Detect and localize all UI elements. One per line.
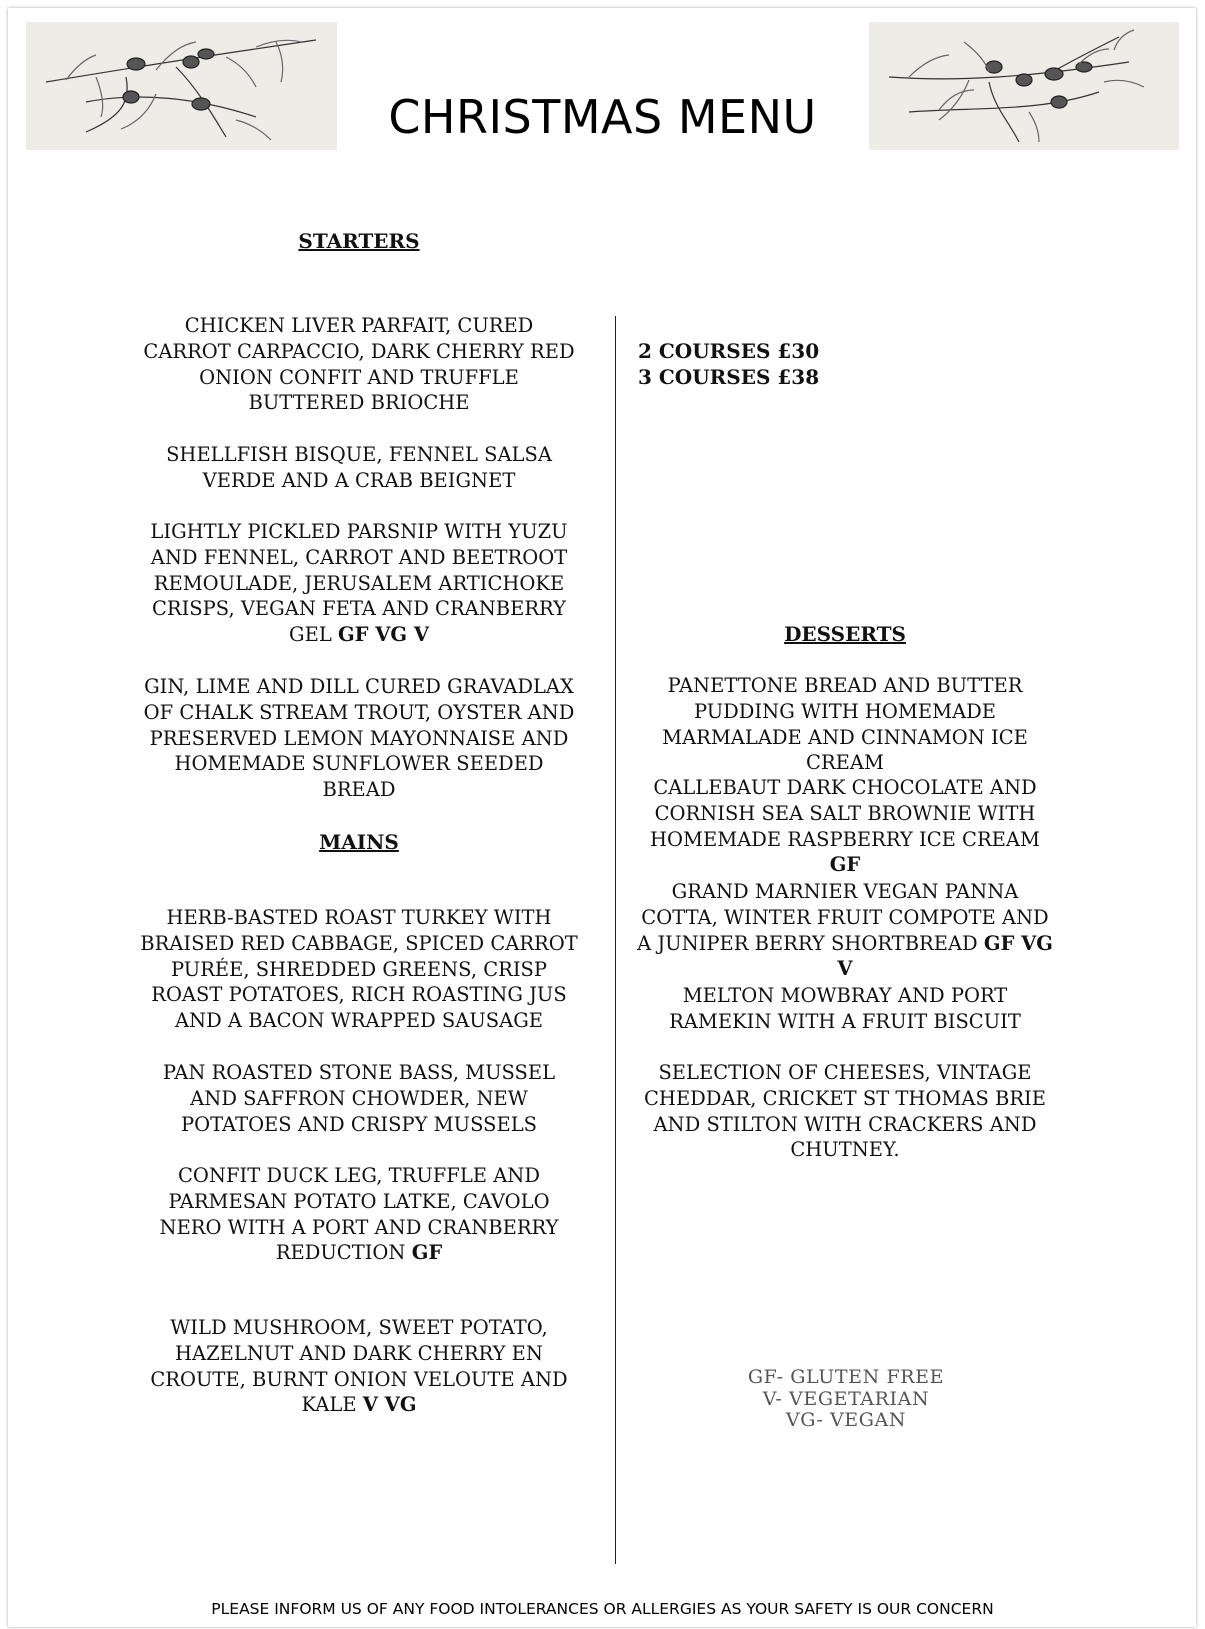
legend-gf: GF- GLUTEN FREE — [747, 1366, 945, 1388]
main-item — [140, 1060, 578, 1137]
legend-vg: VG- VEGAN — [785, 1409, 907, 1431]
mains-section — [140, 830, 578, 856]
dessert-item — [636, 983, 1054, 1035]
dessert-item-text: GRAND MARNIER VEGAN PANNA COTTA, WINTER FRUIT COMPOTE AND A JUNIPER BERRY SHORTBREAD — [637, 880, 1049, 955]
starter-item-text: CHICKEN LIVER PARFAIT, CURED CARROT CARPACCIO, DARK CHERRY RED ONION CONFIT AND TRUFFLE BUTTERED BRIOCHE — [143, 314, 575, 415]
column-divider — [615, 316, 616, 1564]
dessert-item-text: SELECTION OF CHEESES, VINTAGE CHEDDAR, CRICKET ST THOMAS BRIE AND STILTON WITH CRACKERS AND CHUTNEY. — [644, 1061, 1046, 1162]
starter-item-text: SHELLFISH BISQUE, FENNEL SALSA VERDE AND A CRAB BEIGNET — [166, 443, 552, 492]
legend-v: V- VEGETARIAN — [762, 1387, 930, 1410]
menu-title: CHRISTMAS MENU — [388, 90, 817, 144]
main-item-text: PAN ROASTED STONE BASS, MUSSEL AND SAFFRON CHOWDER, NEW POTATOES AND CRISPY MUSSELS — [162, 1061, 556, 1136]
starter-item — [140, 674, 578, 803]
dietary-tags: GF — [829, 853, 861, 877]
dessert-item — [636, 673, 1054, 776]
desserts-section — [636, 622, 1054, 648]
dietary-tags: GF — [411, 1241, 443, 1265]
dietary-tags: GF VG V — [337, 623, 429, 647]
starters-heading: STARTERS — [298, 229, 420, 253]
starter-item — [140, 519, 578, 648]
dessert-item — [636, 1060, 1054, 1163]
dessert-item — [636, 879, 1054, 982]
dietary-tags: GF VG V — [837, 931, 1053, 981]
three-courses-price: 3 COURSES £38 — [638, 365, 820, 389]
allergy-notice: PLEASE INFORM US OF ANY FOOD INTOLERANCES OR ALLERGIES AS YOUR SAFETY IS OUR CONCERN — [211, 1600, 994, 1618]
course-prices — [638, 338, 819, 390]
main-item — [140, 905, 578, 1034]
dessert-item-text: CALLEBAUT DARK CHOCOLATE AND CORNISH SEA SALT BROWNIE WITH HOMEMADE RASPBERRY ICE CREAM — [650, 776, 1040, 851]
desserts-heading: DESSERTS — [784, 622, 906, 646]
dietary-tags: V VG — [362, 1393, 417, 1417]
starter-item-text: LIGHTLY PICKLED PARSNIP WITH YUZU AND FENNEL, CARROT AND BEETROOT REMOULADE, JERUSALEM ARTICHOKE CRISPS, VEGAN FETA AND CRANBERRY GEL — [150, 520, 568, 647]
main-item-text: CONFIT DUCK LEG, TRUFFLE AND PARMESAN POTATO LATKE, CAVOLO NERO WITH A PORT AND CRANBERRY REDUCTION — [159, 1164, 559, 1265]
starter-item-text: GIN, LIME AND DILL CURED GRAVADLAX OF CHALK STREAM TROUT, OYSTER AND PRESERVED LEMON MAYONNAISE AND HOMEMADE SUNFLOWER SEEDED BREAD — [143, 675, 575, 802]
dessert-item — [636, 775, 1054, 878]
starters-section — [140, 229, 578, 255]
dietary-legend — [646, 1367, 1046, 1432]
dessert-item-text: MELTON MOWBRAY AND PORT RAMEKIN WITH A FRUIT BISCUIT — [669, 984, 1021, 1033]
starter-item — [140, 313, 578, 416]
starter-item — [140, 442, 578, 494]
main-item-text: WILD MUSHROOM, SWEET POTATO, HAZELNUT AND DARK CHERRY EN CROUTE, BURNT ONION VELOUTE AND KALE — [150, 1316, 568, 1417]
main-item-text: HERB-BASTED ROAST TURKEY WITH BRAISED RED CABBAGE, SPICED CARROT PURÉE, SHREDDED GREENS, CRISP ROAST POTATOES, RICH ROASTING JUS AND A BACON WRAPPED SAUSAGE — [140, 906, 578, 1033]
two-courses-price: 2 COURSES £30 — [638, 339, 820, 363]
mains-heading: MAINS — [319, 830, 399, 854]
main-item — [140, 1163, 578, 1266]
dessert-item-text: PANETTONE BREAD AND BUTTER PUDDING WITH HOMEMADE MARMALADE AND CINNAMON ICE CREAM — [662, 674, 1028, 775]
main-item — [140, 1315, 578, 1418]
